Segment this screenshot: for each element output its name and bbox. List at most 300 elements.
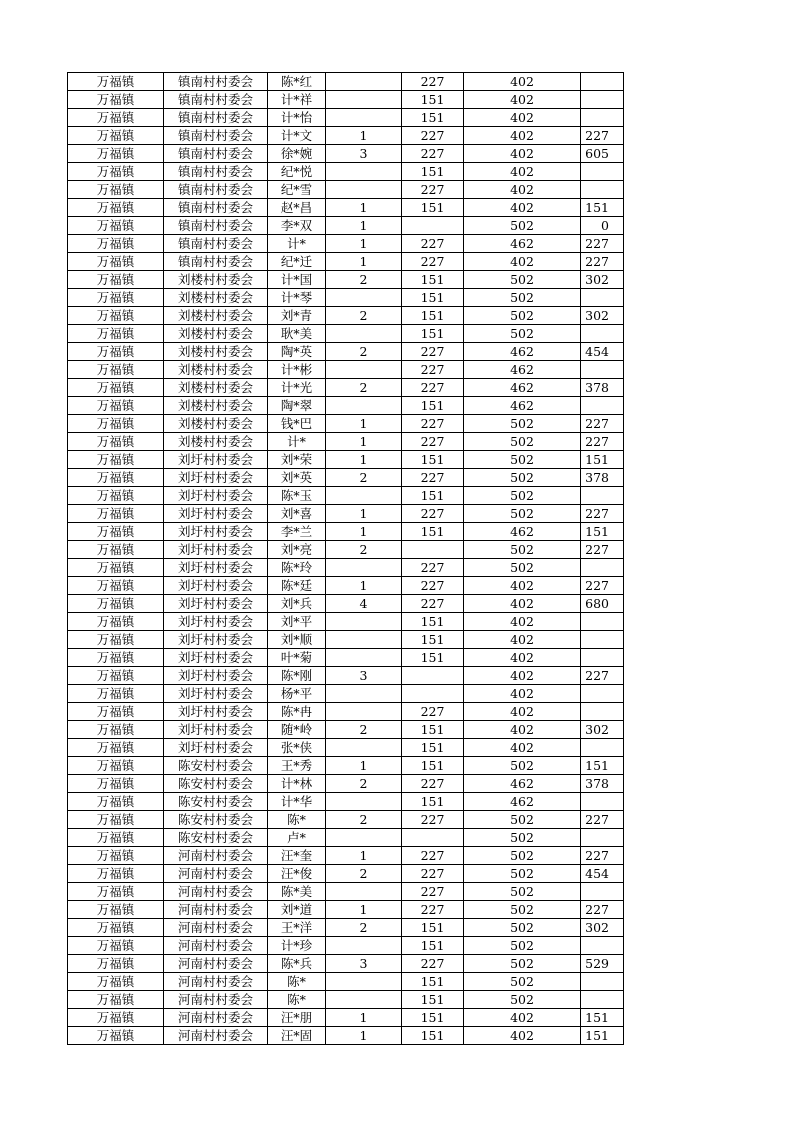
town-cell: 万福镇 bbox=[68, 721, 164, 739]
name-cell: 张*侠 bbox=[268, 739, 326, 757]
village-cell: 刘楼村村委会 bbox=[164, 271, 268, 289]
name-cell: 陈* bbox=[268, 991, 326, 1009]
amount-a-cell: 151 bbox=[402, 793, 464, 811]
name-cell: 叶*菊 bbox=[268, 649, 326, 667]
amount-a-cell: 151 bbox=[402, 91, 464, 109]
amount-b-cell: 502 bbox=[464, 307, 581, 325]
village-cell: 河南村村委会 bbox=[164, 883, 268, 901]
town-cell: 万福镇 bbox=[68, 289, 164, 307]
total-cell: 378 bbox=[581, 379, 624, 397]
amount-a-cell: 151 bbox=[402, 523, 464, 541]
total-cell bbox=[581, 397, 624, 415]
table-row bbox=[68, 919, 624, 937]
name-cell: 陶*英 bbox=[268, 343, 326, 361]
total-cell: 529 bbox=[581, 955, 624, 973]
table-row bbox=[68, 91, 624, 109]
town-cell: 万福镇 bbox=[68, 685, 164, 703]
town-cell: 万福镇 bbox=[68, 523, 164, 541]
count-cell: 1 bbox=[326, 505, 402, 523]
name-cell: 徐*婉 bbox=[268, 145, 326, 163]
amount-a-cell bbox=[402, 217, 464, 235]
count-cell: 1 bbox=[326, 415, 402, 433]
total-cell: 227 bbox=[581, 253, 624, 271]
table-row bbox=[68, 703, 624, 721]
town-cell: 万福镇 bbox=[68, 559, 164, 577]
amount-a-cell: 227 bbox=[402, 181, 464, 199]
amount-a-cell: 227 bbox=[402, 145, 464, 163]
village-cell: 河南村村委会 bbox=[164, 901, 268, 919]
amount-a-cell bbox=[402, 541, 464, 559]
amount-b-cell: 402 bbox=[464, 667, 581, 685]
village-cell: 刘圩村村委会 bbox=[164, 505, 268, 523]
village-cell: 镇南村村委会 bbox=[164, 109, 268, 127]
village-cell: 河南村村委会 bbox=[164, 847, 268, 865]
count-cell bbox=[326, 181, 402, 199]
name-cell: 李*双 bbox=[268, 217, 326, 235]
town-cell: 万福镇 bbox=[68, 415, 164, 433]
total-cell bbox=[581, 937, 624, 955]
amount-a-cell: 227 bbox=[402, 235, 464, 253]
table-row bbox=[68, 325, 624, 343]
count-cell bbox=[326, 685, 402, 703]
table-row bbox=[68, 523, 624, 541]
count-cell: 2 bbox=[326, 379, 402, 397]
amount-b-cell: 502 bbox=[464, 955, 581, 973]
amount-b-cell: 462 bbox=[464, 775, 581, 793]
name-cell: 纪*雪 bbox=[268, 181, 326, 199]
village-cell: 镇南村村委会 bbox=[164, 73, 268, 91]
amount-a-cell: 151 bbox=[402, 199, 464, 217]
town-cell: 万福镇 bbox=[68, 505, 164, 523]
table-row bbox=[68, 73, 624, 91]
amount-b-cell: 502 bbox=[464, 541, 581, 559]
amount-a-cell: 151 bbox=[402, 325, 464, 343]
amount-a-cell: 151 bbox=[402, 757, 464, 775]
amount-a-cell: 227 bbox=[402, 775, 464, 793]
count-cell: 1 bbox=[326, 757, 402, 775]
amount-a-cell: 151 bbox=[402, 1009, 464, 1027]
town-cell: 万福镇 bbox=[68, 811, 164, 829]
count-cell: 1 bbox=[326, 253, 402, 271]
total-cell: 151 bbox=[581, 1009, 624, 1027]
amount-a-cell bbox=[402, 685, 464, 703]
table-row bbox=[68, 685, 624, 703]
amount-b-cell: 502 bbox=[464, 937, 581, 955]
amount-a-cell: 227 bbox=[402, 955, 464, 973]
village-cell: 刘圩村村委会 bbox=[164, 721, 268, 739]
count-cell bbox=[326, 73, 402, 91]
amount-a-cell: 227 bbox=[402, 361, 464, 379]
village-cell: 镇南村村委会 bbox=[164, 253, 268, 271]
table-row bbox=[68, 469, 624, 487]
table-body bbox=[68, 73, 624, 1045]
total-cell bbox=[581, 325, 624, 343]
table-row bbox=[68, 235, 624, 253]
name-cell: 卢* bbox=[268, 829, 326, 847]
town-cell: 万福镇 bbox=[68, 595, 164, 613]
count-cell: 2 bbox=[326, 811, 402, 829]
village-cell: 刘圩村村委会 bbox=[164, 739, 268, 757]
amount-b-cell: 402 bbox=[464, 577, 581, 595]
name-cell: 陈*玉 bbox=[268, 487, 326, 505]
amount-b-cell: 402 bbox=[464, 181, 581, 199]
count-cell: 1 bbox=[326, 451, 402, 469]
count-cell bbox=[326, 991, 402, 1009]
amount-b-cell: 502 bbox=[464, 865, 581, 883]
table-row bbox=[68, 271, 624, 289]
amount-b-cell: 462 bbox=[464, 235, 581, 253]
town-cell: 万福镇 bbox=[68, 199, 164, 217]
table-row bbox=[68, 577, 624, 595]
count-cell: 3 bbox=[326, 955, 402, 973]
total-cell bbox=[581, 631, 624, 649]
village-cell: 刘楼村村委会 bbox=[164, 289, 268, 307]
amount-a-cell: 227 bbox=[402, 379, 464, 397]
town-cell: 万福镇 bbox=[68, 973, 164, 991]
table-row bbox=[68, 955, 624, 973]
total-cell: 0 bbox=[581, 217, 624, 235]
table-row bbox=[68, 451, 624, 469]
total-cell: 227 bbox=[581, 541, 624, 559]
town-cell: 万福镇 bbox=[68, 325, 164, 343]
data-table bbox=[67, 72, 624, 1045]
total-cell: 151 bbox=[581, 1027, 624, 1045]
amount-a-cell: 151 bbox=[402, 937, 464, 955]
village-cell: 刘圩村村委会 bbox=[164, 613, 268, 631]
amount-a-cell: 227 bbox=[402, 703, 464, 721]
table-row bbox=[68, 991, 624, 1009]
total-cell: 302 bbox=[581, 919, 624, 937]
total-cell bbox=[581, 361, 624, 379]
table-row bbox=[68, 559, 624, 577]
town-cell: 万福镇 bbox=[68, 775, 164, 793]
name-cell: 刘*英 bbox=[268, 469, 326, 487]
total-cell: 227 bbox=[581, 415, 624, 433]
town-cell: 万福镇 bbox=[68, 307, 164, 325]
town-cell: 万福镇 bbox=[68, 847, 164, 865]
name-cell: 汪*固 bbox=[268, 1027, 326, 1045]
town-cell: 万福镇 bbox=[68, 487, 164, 505]
amount-a-cell: 227 bbox=[402, 415, 464, 433]
count-cell bbox=[326, 649, 402, 667]
amount-a-cell: 151 bbox=[402, 487, 464, 505]
village-cell: 刘圩村村委会 bbox=[164, 469, 268, 487]
village-cell: 镇南村村委会 bbox=[164, 217, 268, 235]
village-cell: 刘楼村村委会 bbox=[164, 433, 268, 451]
total-cell bbox=[581, 703, 624, 721]
table-row bbox=[68, 397, 624, 415]
name-cell: 计*国 bbox=[268, 271, 326, 289]
amount-b-cell: 502 bbox=[464, 487, 581, 505]
total-cell bbox=[581, 487, 624, 505]
total-cell: 227 bbox=[581, 433, 624, 451]
name-cell: 王*秀 bbox=[268, 757, 326, 775]
count-cell bbox=[326, 703, 402, 721]
amount-b-cell: 402 bbox=[464, 199, 581, 217]
town-cell: 万福镇 bbox=[68, 271, 164, 289]
amount-b-cell: 402 bbox=[464, 631, 581, 649]
village-cell: 刘圩村村委会 bbox=[164, 541, 268, 559]
amount-a-cell: 227 bbox=[402, 847, 464, 865]
count-cell: 1 bbox=[326, 901, 402, 919]
amount-a-cell: 227 bbox=[402, 433, 464, 451]
total-cell: 227 bbox=[581, 847, 624, 865]
name-cell: 耿*美 bbox=[268, 325, 326, 343]
town-cell: 万福镇 bbox=[68, 955, 164, 973]
count-cell: 1 bbox=[326, 217, 402, 235]
table-row bbox=[68, 199, 624, 217]
town-cell: 万福镇 bbox=[68, 109, 164, 127]
total-cell: 227 bbox=[581, 577, 624, 595]
village-cell: 刘楼村村委会 bbox=[164, 415, 268, 433]
count-cell: 1 bbox=[326, 1009, 402, 1027]
total-cell: 454 bbox=[581, 865, 624, 883]
count-cell bbox=[326, 829, 402, 847]
name-cell: 刘*亮 bbox=[268, 541, 326, 559]
total-cell: 151 bbox=[581, 757, 624, 775]
table-row bbox=[68, 415, 624, 433]
amount-a-cell: 151 bbox=[402, 289, 464, 307]
village-cell: 刘圩村村委会 bbox=[164, 523, 268, 541]
amount-b-cell: 502 bbox=[464, 991, 581, 1009]
name-cell: 汪*朋 bbox=[268, 1009, 326, 1027]
name-cell: 汪*奎 bbox=[268, 847, 326, 865]
amount-b-cell: 462 bbox=[464, 397, 581, 415]
count-cell: 3 bbox=[326, 667, 402, 685]
name-cell: 刘*兵 bbox=[268, 595, 326, 613]
total-cell: 680 bbox=[581, 595, 624, 613]
total-cell: 302 bbox=[581, 721, 624, 739]
name-cell: 陈*玲 bbox=[268, 559, 326, 577]
amount-b-cell: 402 bbox=[464, 127, 581, 145]
village-cell: 河南村村委会 bbox=[164, 1027, 268, 1045]
total-cell bbox=[581, 793, 624, 811]
count-cell bbox=[326, 613, 402, 631]
total-cell bbox=[581, 91, 624, 109]
village-cell: 刘圩村村委会 bbox=[164, 577, 268, 595]
total-cell bbox=[581, 73, 624, 91]
name-cell: 计*林 bbox=[268, 775, 326, 793]
count-cell bbox=[326, 973, 402, 991]
amount-b-cell: 402 bbox=[464, 595, 581, 613]
name-cell: 陈*冉 bbox=[268, 703, 326, 721]
amount-b-cell: 462 bbox=[464, 343, 581, 361]
total-cell bbox=[581, 973, 624, 991]
town-cell: 万福镇 bbox=[68, 703, 164, 721]
amount-a-cell: 227 bbox=[402, 865, 464, 883]
town-cell: 万福镇 bbox=[68, 865, 164, 883]
amount-b-cell: 502 bbox=[464, 415, 581, 433]
village-cell: 河南村村委会 bbox=[164, 937, 268, 955]
village-cell: 陈安村村委会 bbox=[164, 811, 268, 829]
name-cell: 计* bbox=[268, 235, 326, 253]
table-row bbox=[68, 217, 624, 235]
count-cell bbox=[326, 739, 402, 757]
amount-a-cell: 227 bbox=[402, 901, 464, 919]
table-row bbox=[68, 343, 624, 361]
amount-a-cell: 227 bbox=[402, 883, 464, 901]
amount-a-cell: 151 bbox=[402, 451, 464, 469]
village-cell: 刘圩村村委会 bbox=[164, 451, 268, 469]
town-cell: 万福镇 bbox=[68, 631, 164, 649]
amount-a-cell: 151 bbox=[402, 271, 464, 289]
name-cell: 计* bbox=[268, 433, 326, 451]
total-cell bbox=[581, 883, 624, 901]
village-cell: 刘楼村村委会 bbox=[164, 397, 268, 415]
village-cell: 河南村村委会 bbox=[164, 865, 268, 883]
table-row bbox=[68, 613, 624, 631]
count-cell bbox=[326, 163, 402, 181]
amount-b-cell: 502 bbox=[464, 883, 581, 901]
amount-a-cell: 227 bbox=[402, 505, 464, 523]
amount-a-cell: 151 bbox=[402, 397, 464, 415]
amount-a-cell: 151 bbox=[402, 1027, 464, 1045]
total-cell bbox=[581, 613, 624, 631]
total-cell bbox=[581, 289, 624, 307]
name-cell: 计*琴 bbox=[268, 289, 326, 307]
total-cell: 151 bbox=[581, 451, 624, 469]
table-row bbox=[68, 595, 624, 613]
amount-a-cell: 151 bbox=[402, 739, 464, 757]
table-row bbox=[68, 757, 624, 775]
amount-b-cell: 402 bbox=[464, 739, 581, 757]
village-cell: 镇南村村委会 bbox=[164, 91, 268, 109]
total-cell: 151 bbox=[581, 199, 624, 217]
amount-b-cell: 502 bbox=[464, 901, 581, 919]
count-cell bbox=[326, 937, 402, 955]
total-cell: 151 bbox=[581, 523, 624, 541]
total-cell: 227 bbox=[581, 127, 624, 145]
count-cell: 1 bbox=[326, 577, 402, 595]
amount-a-cell bbox=[402, 829, 464, 847]
count-cell: 1 bbox=[326, 127, 402, 145]
total-cell: 227 bbox=[581, 811, 624, 829]
amount-a-cell: 151 bbox=[402, 109, 464, 127]
total-cell: 227 bbox=[581, 505, 624, 523]
amount-a-cell: 227 bbox=[402, 73, 464, 91]
count-cell bbox=[326, 91, 402, 109]
name-cell: 计*光 bbox=[268, 379, 326, 397]
total-cell: 302 bbox=[581, 307, 624, 325]
town-cell: 万福镇 bbox=[68, 343, 164, 361]
count-cell bbox=[326, 109, 402, 127]
amount-b-cell: 402 bbox=[464, 649, 581, 667]
amount-a-cell bbox=[402, 667, 464, 685]
village-cell: 刘圩村村委会 bbox=[164, 649, 268, 667]
name-cell: 刘*顺 bbox=[268, 631, 326, 649]
count-cell: 2 bbox=[326, 721, 402, 739]
count-cell bbox=[326, 559, 402, 577]
table-row bbox=[68, 253, 624, 271]
town-cell: 万福镇 bbox=[68, 361, 164, 379]
name-cell: 纪*悦 bbox=[268, 163, 326, 181]
village-cell: 陈安村村委会 bbox=[164, 757, 268, 775]
table-row bbox=[68, 541, 624, 559]
village-cell: 河南村村委会 bbox=[164, 991, 268, 1009]
town-cell: 万福镇 bbox=[68, 829, 164, 847]
table-row bbox=[68, 631, 624, 649]
town-cell: 万福镇 bbox=[68, 541, 164, 559]
total-cell: 302 bbox=[581, 271, 624, 289]
amount-b-cell: 402 bbox=[464, 1009, 581, 1027]
table-row bbox=[68, 865, 624, 883]
village-cell: 刘圩村村委会 bbox=[164, 595, 268, 613]
table-row bbox=[68, 793, 624, 811]
amount-b-cell: 502 bbox=[464, 271, 581, 289]
amount-b-cell: 502 bbox=[464, 973, 581, 991]
amount-b-cell: 402 bbox=[464, 145, 581, 163]
total-cell bbox=[581, 991, 624, 1009]
table-row bbox=[68, 109, 624, 127]
table-row bbox=[68, 775, 624, 793]
total-cell: 378 bbox=[581, 775, 624, 793]
count-cell bbox=[326, 361, 402, 379]
town-cell: 万福镇 bbox=[68, 433, 164, 451]
count-cell: 1 bbox=[326, 1027, 402, 1045]
table-row bbox=[68, 163, 624, 181]
total-cell: 605 bbox=[581, 145, 624, 163]
town-cell: 万福镇 bbox=[68, 937, 164, 955]
amount-b-cell: 502 bbox=[464, 757, 581, 775]
table-row bbox=[68, 811, 624, 829]
town-cell: 万福镇 bbox=[68, 469, 164, 487]
amount-b-cell: 402 bbox=[464, 253, 581, 271]
amount-a-cell: 227 bbox=[402, 559, 464, 577]
table-row bbox=[68, 973, 624, 991]
amount-b-cell: 462 bbox=[464, 361, 581, 379]
village-cell: 镇南村村委会 bbox=[164, 127, 268, 145]
name-cell: 陈*美 bbox=[268, 883, 326, 901]
total-cell bbox=[581, 163, 624, 181]
name-cell: 杨*平 bbox=[268, 685, 326, 703]
amount-b-cell: 402 bbox=[464, 73, 581, 91]
village-cell: 镇南村村委会 bbox=[164, 163, 268, 181]
village-cell: 河南村村委会 bbox=[164, 1009, 268, 1027]
table-row bbox=[68, 937, 624, 955]
name-cell: 刘*青 bbox=[268, 307, 326, 325]
town-cell: 万福镇 bbox=[68, 1027, 164, 1045]
count-cell: 2 bbox=[326, 469, 402, 487]
amount-b-cell: 502 bbox=[464, 325, 581, 343]
amount-a-cell: 151 bbox=[402, 991, 464, 1009]
amount-a-cell: 227 bbox=[402, 595, 464, 613]
count-cell: 2 bbox=[326, 541, 402, 559]
town-cell: 万福镇 bbox=[68, 757, 164, 775]
table-row bbox=[68, 847, 624, 865]
amount-b-cell: 402 bbox=[464, 91, 581, 109]
town-cell: 万福镇 bbox=[68, 145, 164, 163]
amount-a-cell: 151 bbox=[402, 919, 464, 937]
amount-a-cell: 151 bbox=[402, 631, 464, 649]
amount-b-cell: 462 bbox=[464, 793, 581, 811]
total-cell: 378 bbox=[581, 469, 624, 487]
count-cell: 2 bbox=[326, 775, 402, 793]
village-cell: 河南村村委会 bbox=[164, 973, 268, 991]
count-cell bbox=[326, 793, 402, 811]
total-cell bbox=[581, 829, 624, 847]
village-cell: 刘楼村村委会 bbox=[164, 379, 268, 397]
amount-b-cell: 402 bbox=[464, 685, 581, 703]
amount-a-cell: 151 bbox=[402, 649, 464, 667]
village-cell: 刘楼村村委会 bbox=[164, 307, 268, 325]
name-cell: 陈*红 bbox=[268, 73, 326, 91]
table-row bbox=[68, 667, 624, 685]
amount-b-cell: 502 bbox=[464, 919, 581, 937]
total-cell bbox=[581, 685, 624, 703]
name-cell: 王*洋 bbox=[268, 919, 326, 937]
table-row bbox=[68, 145, 624, 163]
count-cell: 2 bbox=[326, 343, 402, 361]
